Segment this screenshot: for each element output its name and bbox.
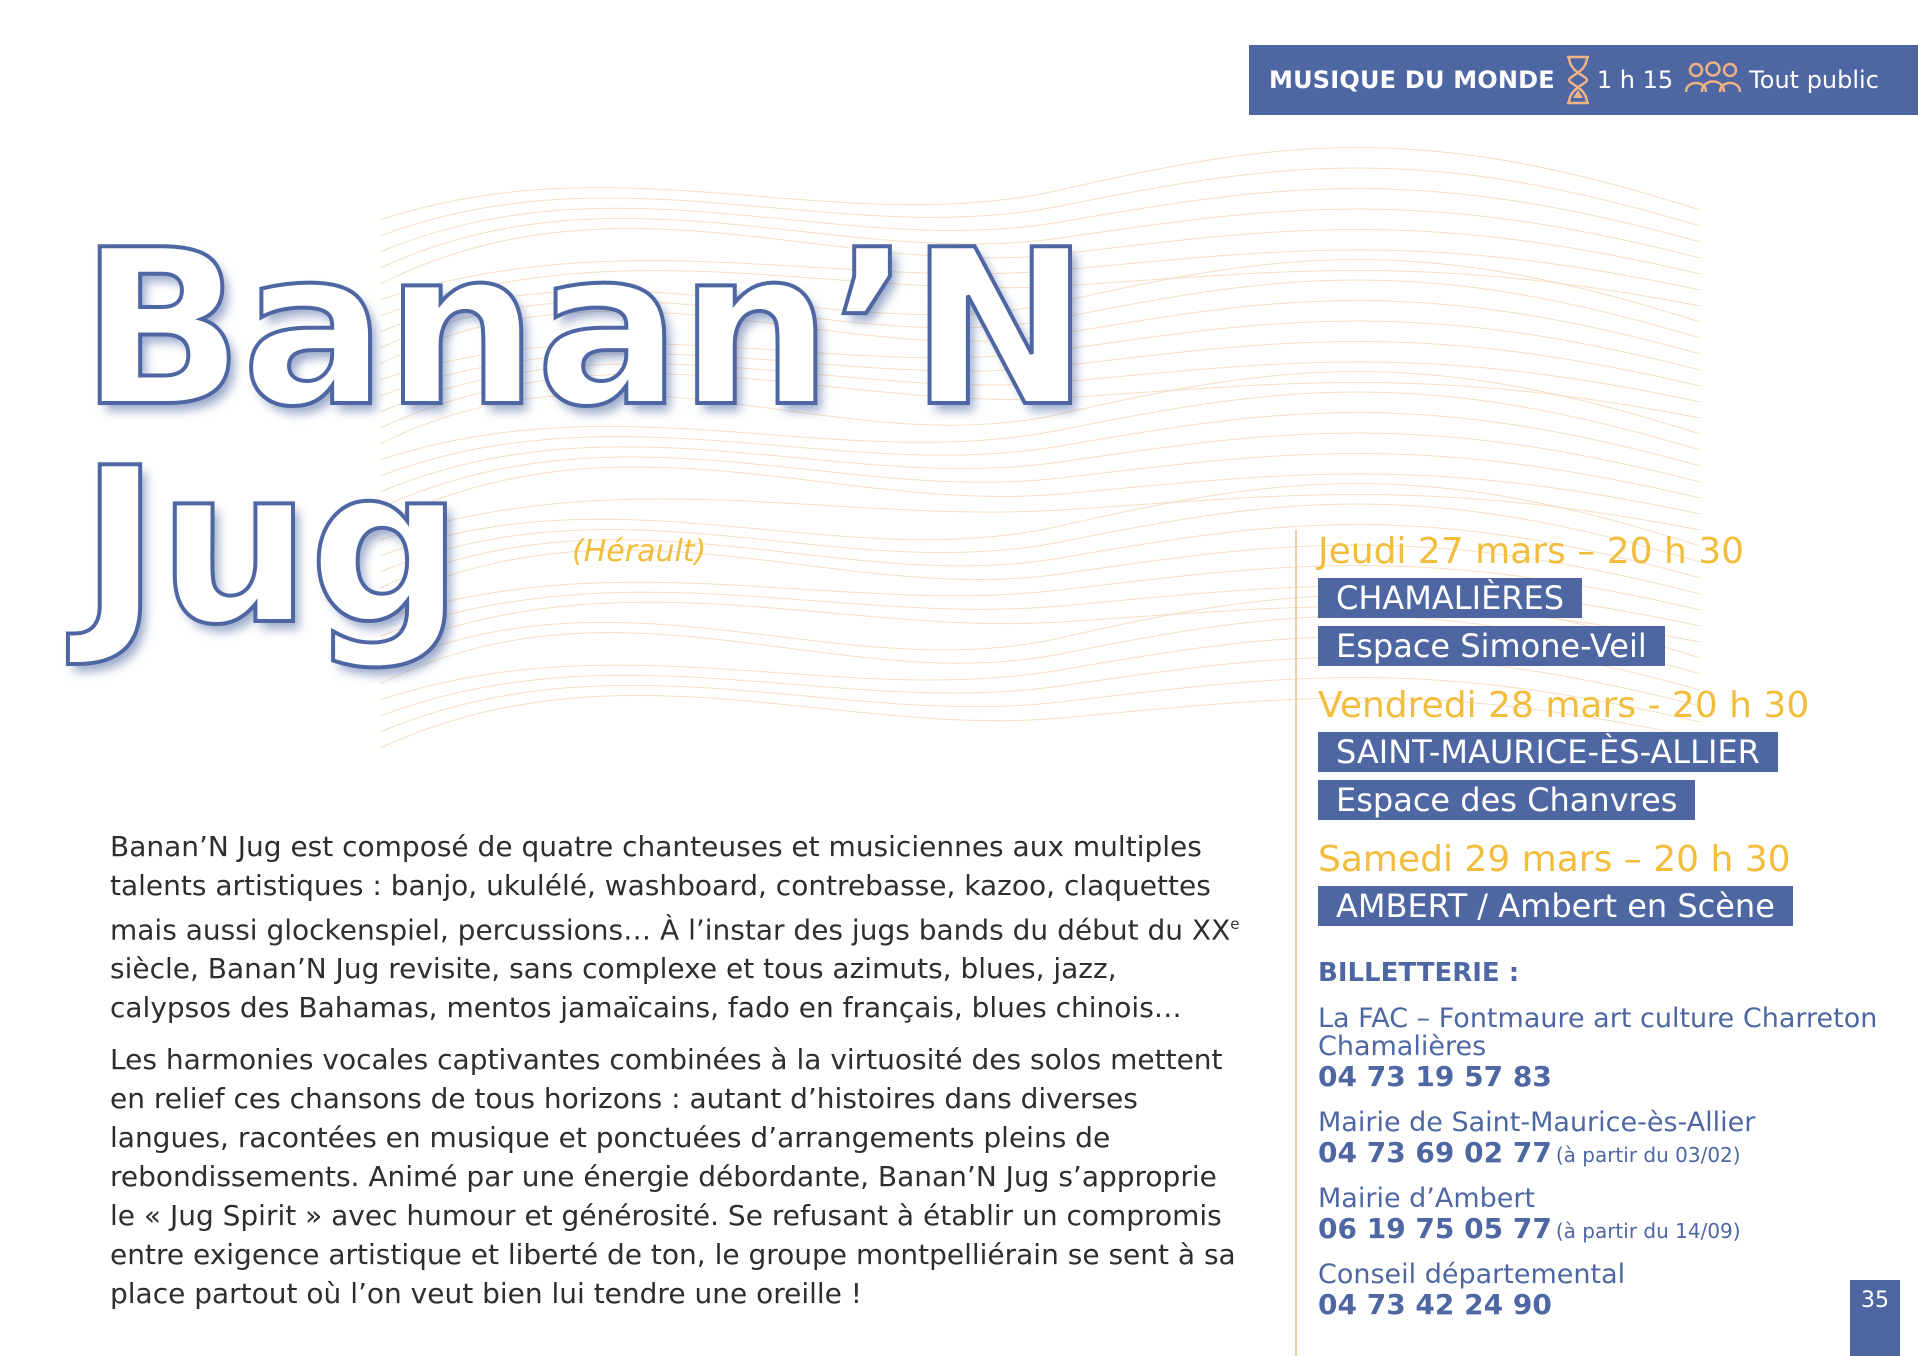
description-paragraph-1 (110, 827, 1245, 1027)
ticket-office-name: Conseil départemental (1318, 1259, 1626, 1290)
description-text: Banan’N Jug est composé de quatre chanteuses et musiciennes aux multiples talents artistiques : banjo, ukulélé, washboard, contrebasse, kazoo, claquettes mais aussi glockenspiel, percussions… À l’instar des jugs bands du début du XX (110, 830, 1231, 947)
genre-label: MUSIQUE DU MONDE (1269, 66, 1555, 94)
title-line-2: Jug (80, 421, 461, 672)
ticket-office-name: La FAC – Fontmaure art culture Charreton Chamalières (1318, 1003, 1878, 1062)
ticket-office-name: Mairie d’Ambert (1318, 1183, 1536, 1214)
show-title (80, 203, 1088, 672)
ticket-office (1318, 1185, 1898, 1247)
date-block (1318, 684, 1898, 824)
date-line: Vendredi 28 mars - 20 h 30 (1318, 685, 1810, 726)
date-block (1318, 530, 1898, 670)
category-band (1249, 45, 1918, 115)
people-icon (1683, 60, 1743, 100)
ticketing-list (1318, 1005, 1898, 1337)
ticket-office (1318, 1109, 1898, 1171)
ticket-office-name: Mairie de Saint-Maurice-ès-Allier (1318, 1107, 1756, 1138)
venue-hall: Espace des Chanvres (1318, 780, 1695, 820)
description (110, 827, 1245, 1326)
column-divider (1295, 530, 1297, 1356)
superscript: e (1230, 915, 1240, 933)
date-line: Samedi 29 mars – 20 h 30 (1318, 839, 1791, 880)
venue-city: AMBERT / Ambert en Scène (1318, 886, 1793, 926)
ticket-office-phone (1318, 1137, 1898, 1171)
audience-text: Tout public (1749, 66, 1879, 94)
hourglass-icon (1563, 54, 1593, 106)
phone-number: 04 73 42 24 90 (1318, 1288, 1552, 1321)
dates-list (1318, 530, 1898, 944)
date-block (1318, 838, 1898, 930)
ticket-office (1318, 1005, 1898, 1095)
venue-city: SAINT-MAURICE-ÈS-ALLIER (1318, 732, 1778, 772)
description-text: siècle, Banan’N Jug revisite, sans complexe et tous azimuts, blues, jazz, calypsos des Bahamas, mentos jamaïcains, fado en français, blues chinois… (110, 952, 1182, 1025)
ticket-office (1318, 1261, 1898, 1323)
venue-hall: Espace Simone-Veil (1318, 626, 1665, 666)
ticket-office-phone (1318, 1061, 1898, 1095)
ticketing-title: BILLETTERIE : (1318, 958, 1520, 988)
title-line-1: Banan’N (80, 203, 1088, 454)
phone-number: 04 73 19 57 83 (1318, 1060, 1552, 1093)
phone-note: (à partir du 03/02) (1555, 1143, 1741, 1167)
phone-number: 04 73 69 02 77 (1318, 1136, 1552, 1169)
date-line: Jeudi 27 mars – 20 h 30 (1318, 531, 1745, 572)
description-paragraph-2: Les harmonies vocales captivantes combinées à la virtuosité des solos mettent en relief ces chansons de tous horizons : autant d’histoires dans diverses langues, racontées en musique et ponctuées d’arrangements pleins de rebondissements. Animé par une énergie débordante, Banan’N Jug s’approprie le « Jug Spirit » avec humour et générosité. Se refusant à établir un compromis entre exigence artistique et liberté de ton, le groupe montpelliérain se sent à sa place partout où l’on veut bien lui tendre une oreille ! (110, 1043, 1236, 1311)
venue-city: CHAMALIÈRES (1318, 578, 1582, 618)
duration-text: 1 h 15 (1596, 66, 1674, 94)
phone-note: (à partir du 14/09) (1555, 1219, 1741, 1243)
ticket-office-phone (1318, 1213, 1898, 1247)
origin-label: (Hérault) (572, 534, 707, 569)
ticket-office-phone (1318, 1289, 1898, 1323)
page-number: 35 (1850, 1280, 1900, 1356)
phone-number: 06 19 75 05 77 (1318, 1212, 1552, 1245)
